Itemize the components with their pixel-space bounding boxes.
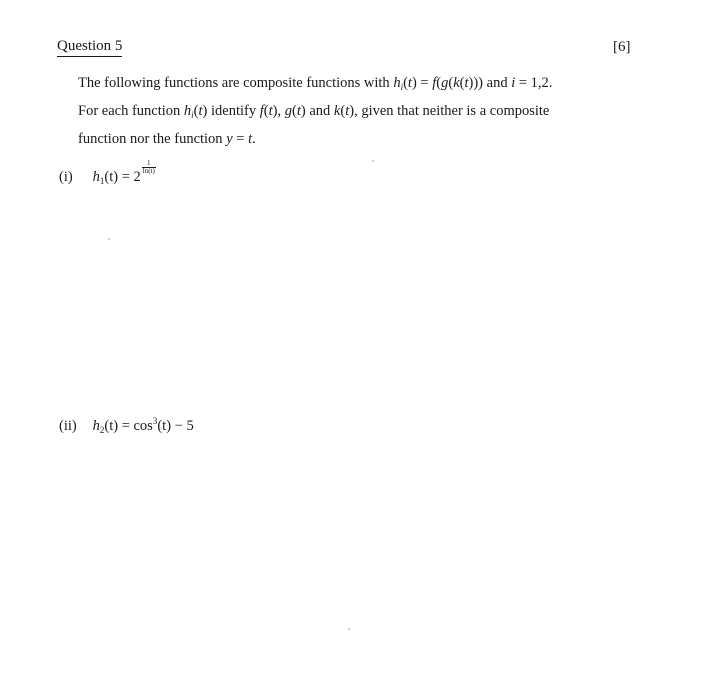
exponent-fraction: $\frac{1}{\ln(t)}$ [142,159,155,175]
part-ii: (ii) $h_2(t) = \cos^3(t) - 5$ [59,416,194,435]
intro-line-1: The following functions are composite functions with $h_i(t) = f(g(k(t)))$ and i = 1,2. [78,75,553,92]
intro-line-3: function nor the function y = t. [78,131,256,147]
intro-line-2: For each function $h_i(t)$ identify f(t), g(t) and k(t), given that neither is a composite [78,103,550,120]
part-i: (i) $h_1(t) = 2$ $\frac{1}{\ln(t)}$ [59,159,155,186]
question-marks: [6] [613,39,631,55]
scan-speck [348,628,350,630]
part-ii-label: (ii) [59,418,77,434]
question-title: Question 5 [57,38,122,57]
question-intro [78,71,638,151]
scan-speck [372,160,374,162]
part-i-label: (i) [59,169,73,185]
scan-speck [108,238,110,240]
